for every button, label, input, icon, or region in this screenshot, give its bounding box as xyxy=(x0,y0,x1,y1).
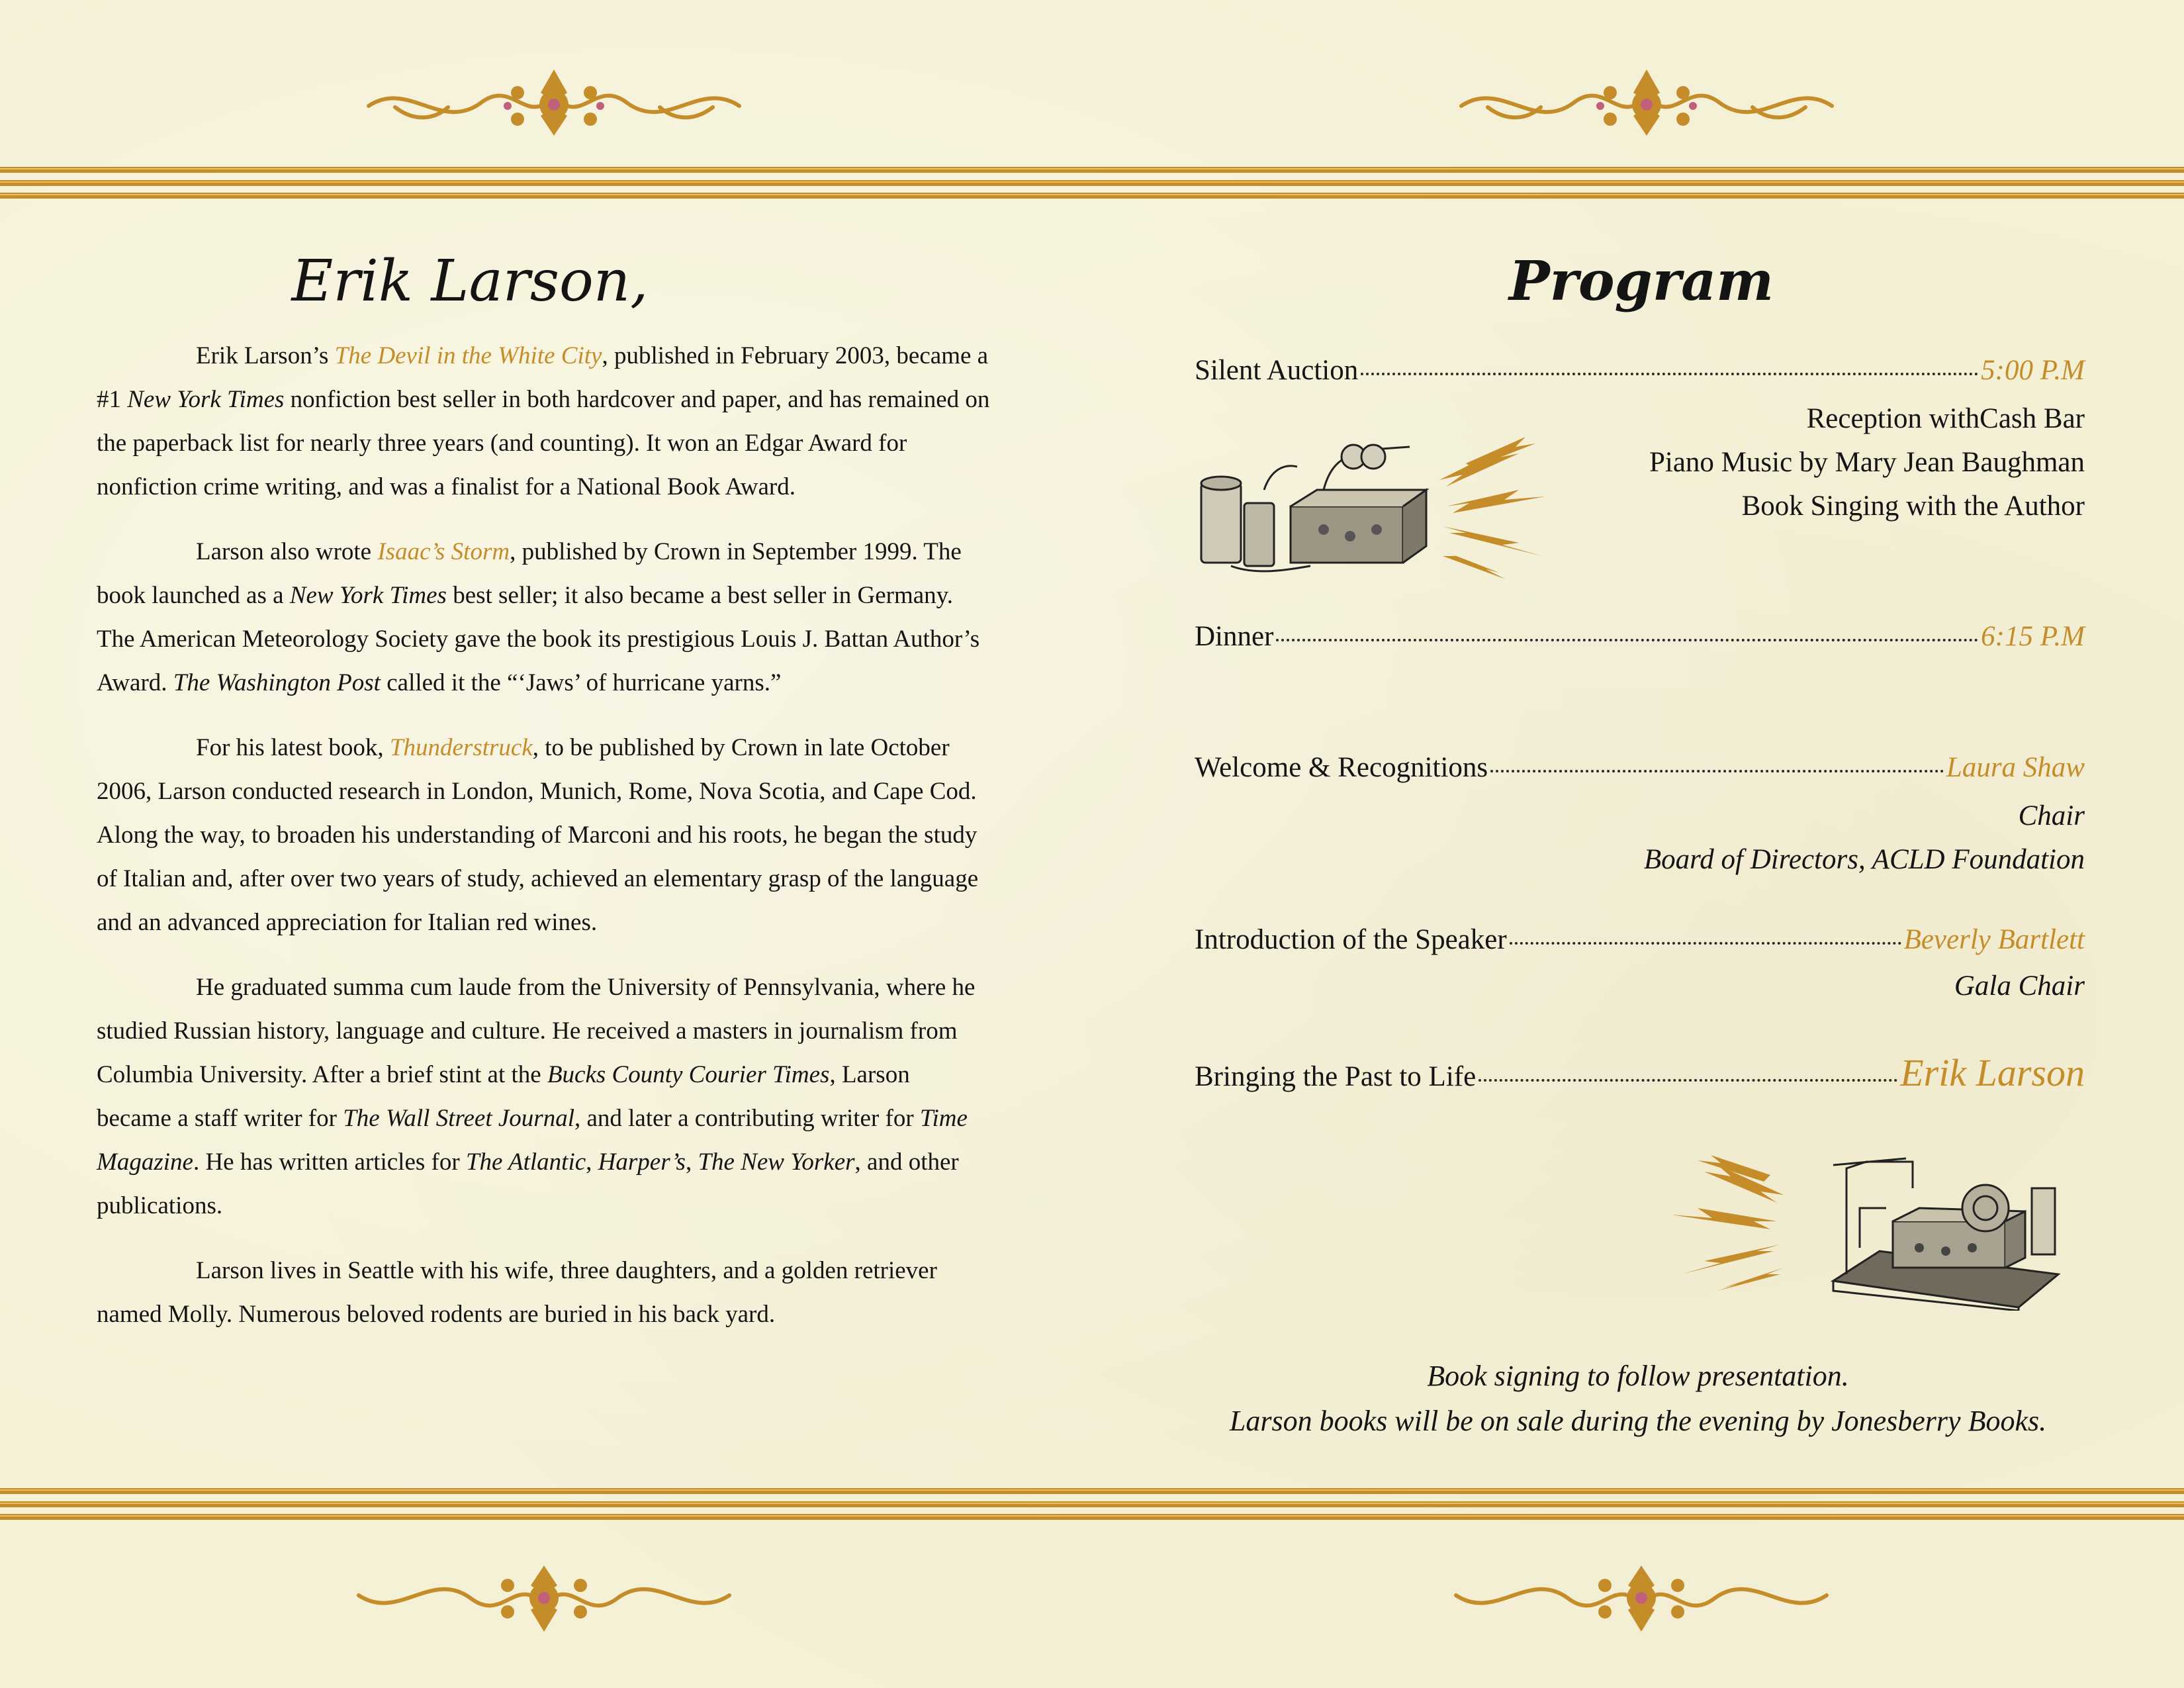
introduction-details xyxy=(1390,964,2085,1008)
program-item-speaker: Erik Larson xyxy=(1900,1051,2085,1094)
program-item-label: Silent Auction xyxy=(1195,355,1359,386)
top-gold-rule xyxy=(0,167,2184,199)
program-item-speaker: Laura Shaw xyxy=(1946,752,2085,783)
book-title: The Devil in the White City xyxy=(334,342,602,369)
program-item-welcome xyxy=(1195,751,2085,784)
detail-line: Gala Chair xyxy=(1954,970,2085,1002)
program-item-time: 6:15 P.M xyxy=(1981,621,2085,652)
program-item-silent-auction xyxy=(1195,354,2085,387)
bio-paragraph-4: He graduated summa cum laude from the University of Pennsylvania, where he studied Russian history, language and culture. He received a masters in journalism from Columbia University. After a brief stint at the Bucks County Courier Times, Larson became a staff writer for The Wall Street Journal, and later a contributing writer for Time Magazine. He has written articles for The Atlantic, Harper’s, The New Yorker, and other publications. xyxy=(97,974,976,1219)
detail-line: Chair xyxy=(2018,800,2085,831)
bottom-right-ornament-icon xyxy=(1443,1562,1840,1635)
program-item-label: Welcome & Recognitions xyxy=(1195,752,1488,783)
left-panel-title: Erik Larson, xyxy=(291,248,649,314)
program-item-label: Dinner xyxy=(1195,621,1274,652)
program-item-dinner xyxy=(1195,620,2085,653)
detail-line: Book Singing with the Author xyxy=(1741,491,2085,522)
dot-leader xyxy=(1510,942,1901,945)
detail-line: Piano Music by Mary Jean Baughman xyxy=(1649,447,2085,478)
radio-apparatus-icon xyxy=(1820,1149,2065,1311)
book-title: Isaac’s Storm xyxy=(377,538,510,565)
closing-line: Larson books will be on sale during the evening by Jonesberry Books. xyxy=(1229,1405,2047,1437)
detail-line: Board of Directors, ACLD Foundation xyxy=(1643,844,2085,875)
dot-leader xyxy=(1361,373,1978,375)
detail-line: Reception withCash Bar xyxy=(1806,403,2085,434)
bio-paragraph-1: Erik Larson’s The Devil in the White City, published in February 2003, became a #1 New York Times nonfiction best seller in both hardcover and paper, and has remained on the paperback list for nearly three years (and counting). It won an Edgar Award for nonfiction crime writing, and was a finalist for a National Book Award. xyxy=(97,342,990,500)
bio-paragraph-5: Larson lives in Seattle with his wife, three daughters, and a golden retriever named Molly. Numerous beloved rodents are buried in his back yard. xyxy=(97,1257,937,1328)
book-title: Thunderstruck xyxy=(389,734,533,761)
program-item-bringing-past-to-life xyxy=(1195,1051,2085,1095)
top-right-ornament-icon xyxy=(1448,66,1845,139)
welcome-details xyxy=(1390,794,2085,882)
top-left-ornament-icon xyxy=(355,66,752,139)
program-item-label: Bringing the Past to Life xyxy=(1195,1061,1477,1092)
closing-line: Book signing to follow presentation. xyxy=(1427,1360,1849,1392)
lightning-spark-icon xyxy=(1426,434,1565,579)
dot-leader xyxy=(1490,770,1944,773)
bottom-left-ornament-icon xyxy=(345,1562,743,1635)
program-item-introduction xyxy=(1195,923,2085,956)
program-item-label: Introduction of the Speaker xyxy=(1195,924,1507,955)
telegraph-machine-icon xyxy=(1191,437,1456,579)
program-item-speaker: Beverly Bartlett xyxy=(1903,924,2085,955)
bio-paragraph-3: For his latest book, Thunderstruck, to be published by Crown in late October 2006, Larson conducted research in London, Munich, Rome, Nova Scotia, and Cape Cod. Along the way, to broaden his understanding of Marconi and his roots, he began the study of Italian and, after over two years of study, achieved an elementary grasp of the language and an advanced appreciation for Italian red wines. xyxy=(97,734,979,936)
program-item-time: 5:00 P.M xyxy=(1981,355,2085,386)
bio-paragraph-2: Larson also wrote Isaac’s Storm, published by Crown in September 1999. The book launched as a New York Times best seller; it also became a best seller in Germany. The American Meteorology Society gave the book its prestigious Louis J. Battan Author’s Award. The Washington Post called it the “‘Jaws’ of hurricane yarns.” xyxy=(97,538,980,696)
program-title: Program xyxy=(1509,250,1774,313)
dot-leader xyxy=(1479,1079,1897,1082)
author-bio xyxy=(97,334,990,1358)
closing-note xyxy=(1178,1354,2098,1444)
bottom-gold-rule xyxy=(0,1488,2184,1520)
dot-leader xyxy=(1276,639,1978,641)
lightning-spark-icon xyxy=(1651,1155,1794,1291)
